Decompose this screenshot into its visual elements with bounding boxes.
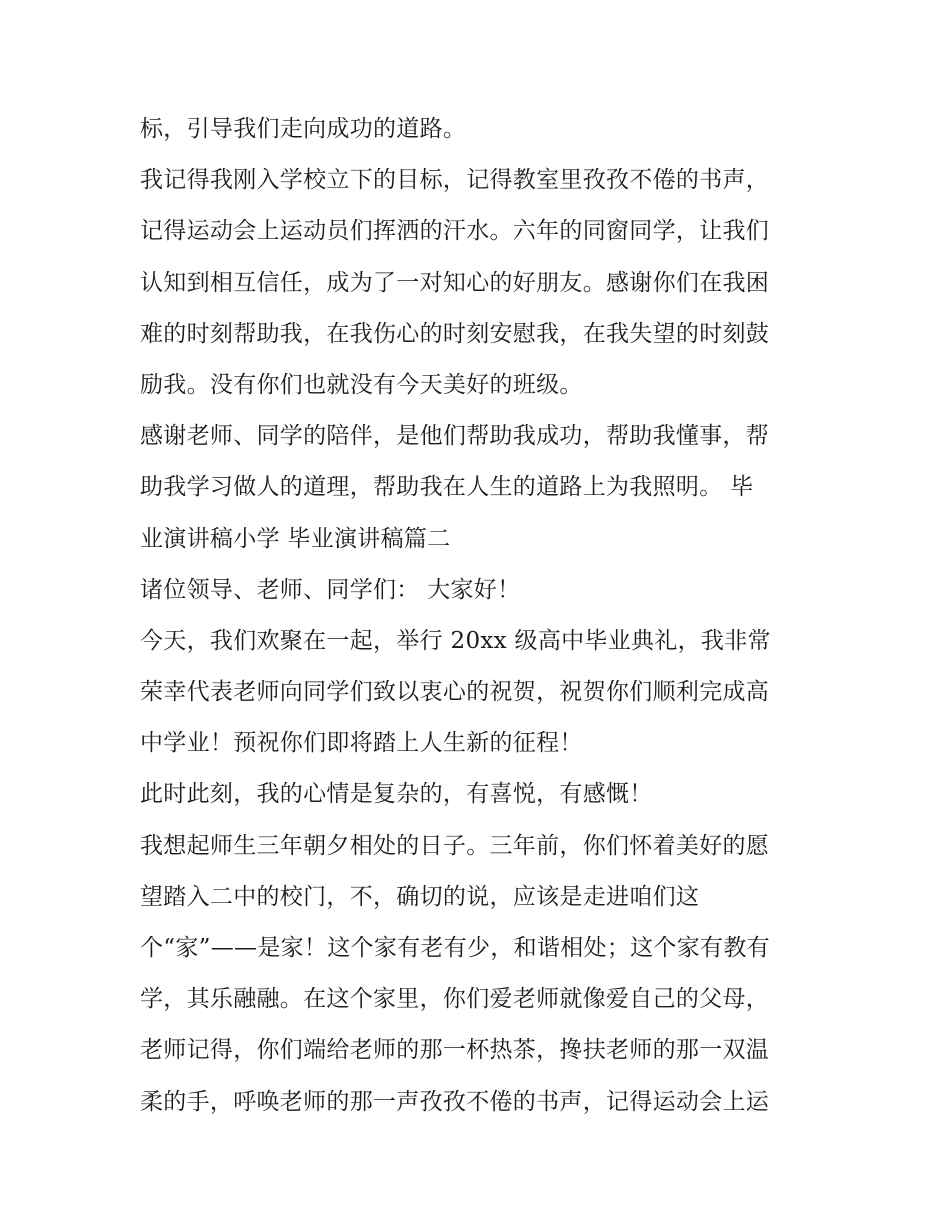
- text-line: 感谢老师、同学的陪伴，是他们帮助我成功，帮助我懂事，帮: [140, 423, 770, 450]
- text-line: 今天，我们欢聚在一起，举行 20xx 级高中毕业典礼，我非常: [140, 627, 771, 654]
- greeting-line: 诸位领导、老师、同学们： 大家好！: [140, 576, 521, 603]
- text-line: 助我学习做人的道理，帮助我在人生的道路上为我照明。 毕: [140, 474, 754, 501]
- text-line: 标，引导我们走向成功的道路。: [140, 116, 467, 142]
- body-text: [140, 104, 830, 1128]
- section-heading: 业演讲稿小学 毕业演讲稿篇二: [140, 525, 451, 552]
- text-line: 柔的手，呼唤老师的那一声孜孜不倦的书声，记得运动会上运: [140, 1088, 770, 1115]
- text-line: 个“家”——是家！这个家有老有少，和谐相处；这个家有教有: [140, 935, 770, 961]
- text-line: 励我。没有你们也就没有今天美好的班级。: [140, 371, 583, 398]
- text-line: 荣幸代表老师向同学们致以衷心的祝贺，祝贺你们顺利完成高: [140, 679, 770, 706]
- text-line: 认知到相互信任，成为了一对知心的好朋友。感谢你们在我困: [140, 269, 770, 296]
- text-line: 我想起师生三年朝夕相处的日子。三年前，你们怀着美好的愿: [140, 832, 770, 859]
- text-line: 此时此刻，我的心情是复杂的，有喜悦，有感慨！: [140, 781, 653, 808]
- text-line: 我记得我刚入学校立下的目标，记得教室里孜孜不倦的书声，: [140, 167, 770, 194]
- text-line: 中学业！预祝你们即将踏上人生新的征程！: [140, 730, 583, 757]
- text-line: 记得运动会上运动员们挥洒的汗水。六年的同窗同学，让我们: [140, 218, 770, 245]
- text-line: 学，其乐融融。在这个家里，你们爱老师就像爱自己的父母，: [140, 986, 770, 1013]
- text-line: 望踏入二中的校门，不，确切的说，应该是走进咱们这: [140, 883, 700, 910]
- text-line: 难的时刻帮助我，在我伤心的时刻安慰我，在我失望的时刻鼓: [140, 320, 770, 347]
- text-line: 老师记得，你们端给老师的那一杯热茶，搀扶老师的那一双温: [140, 1037, 770, 1064]
